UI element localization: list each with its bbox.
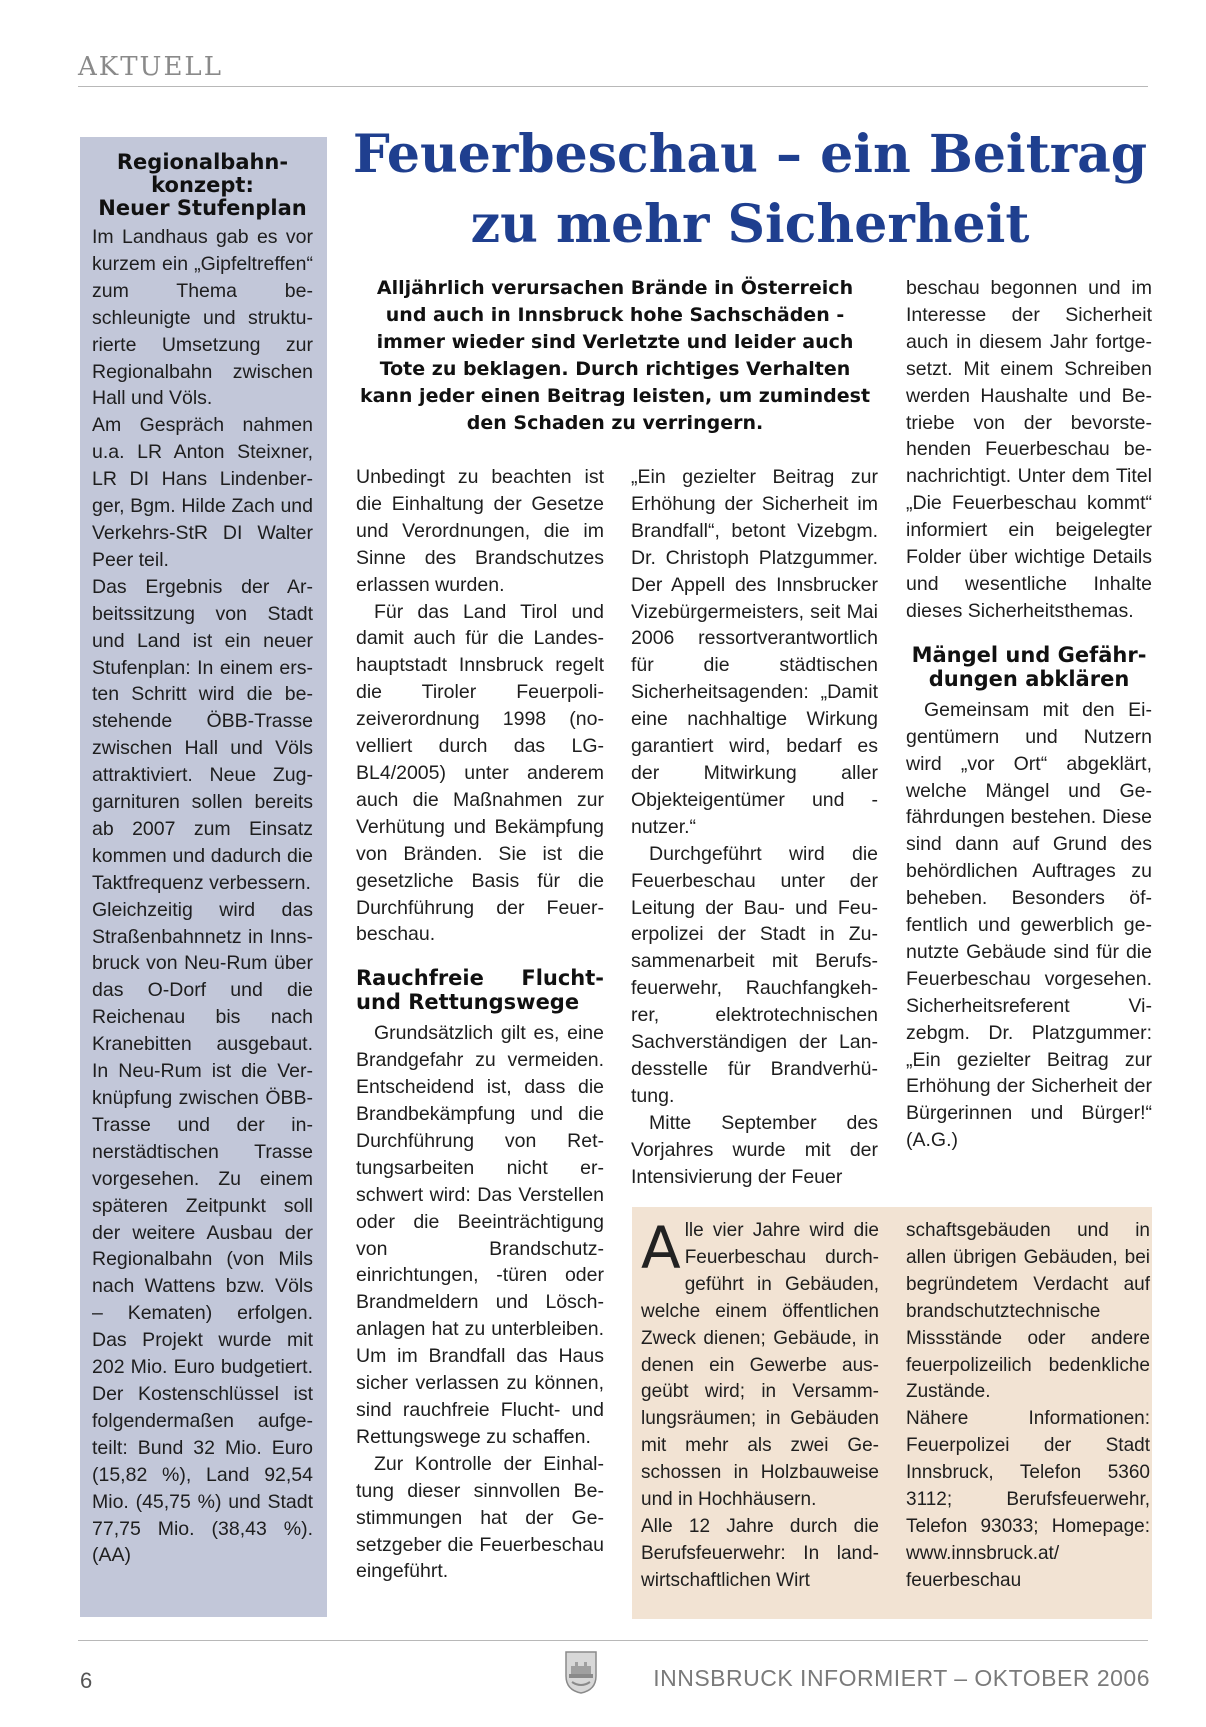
article-paragraph: Grundsätzlich gilt es, eine Brandgefahr zu vermeiden. Entscheidend ist, dass die Brandbekämpfung und die Durchführung von Rettungsarbeiten nicht erschwert wird: Das Verstellen oder die Beeinträchtigung von Brandschutzeinrichtungen, -türen oder Brandmeldern und Löschanlagen hat zu unterbleiben. Um im Brandfall das Haus sicher verlassen zu können, sind rauchfreie Flucht- und Rettungswege zu schaffen. xyxy=(356,1022,604,1448)
article-paragraph: Durchgeführt wird die Feuerbeschau unter der Leitung der Bau- und Feuerpolizei der Stadt in Zusammenarbeit mit Berufsfeuerwehr, Rauchfangkehrer, elektrotechnischen Sachverständigen der Landesstelle für Brandverhütung. xyxy=(631,842,878,1107)
info-paragraph: lle vier Jahre wird die Feuerbeschau durchgeführt in Gebäuden, welche einem öffentlichen Zweck dienen; Gebäude, in denen ein Gewerbe ausgeübt wird; in Versammlungsräumen; in Gebäuden mit mehr als zwei Geschossen in Holzbauweise und in Hochhäusern. xyxy=(641,1220,879,1511)
page-number: 6 xyxy=(80,1668,93,1693)
top-rule xyxy=(78,86,1148,87)
article-lead: Alljährlich verursachen Brände in Österreich und auch in Innsbruck hohe Sachschäden - immer wieder sind Verletzte und leider auch Tote zu beklagen. Durch richtiges Verhalten kann jeder einen Beitrag leisten, um zumindest den Schaden zu verringern. xyxy=(359,277,871,434)
sidebar-title: Regionalbahn- konzept: Neuer Stufenplan xyxy=(98,150,307,220)
article-paragraph: Mitte September des Vorjahres wurde mit der Intensivierung der Feuer xyxy=(631,1111,878,1188)
sidebar-paragraph: Das Ergebnis der Arbeitssitzung von Stadt und Land ist ein neuer Stufenplan: In einem ersten Schritt wird die bestehende ÖBB-Trasse zwischen Hall und Völs attraktiviert. Neue Zuggarnituren sollen bereits ab 2007 zum Einsatz kommen und dadurch die Taktfrequenz verbessern. xyxy=(92,575,313,894)
sidebar-box xyxy=(80,137,327,1617)
article-paragraph: beschau begonnen und im Interesse der Sicherheit auch in diesem Jahr fortgesetzt. Mit einem Schreiben werden Haushalte und Betriebe von der bevorstehenden Feuerbeschau benachrichtigt. Unter dem Titel „Die Feuerbeschau kommt“ informiert ein beigelegter Folder über wichtige Details und wesentliche Inhalte dieses Sicherheitsthemas. xyxy=(906,277,1152,622)
article-column-1 xyxy=(356,464,604,1585)
article-paragraph: Für das Land Tirol und damit auch für die Landeshauptstadt Innsbruck regelt die Tiroler Feuerpolizeiverordnung 1998 (novelliert durch das LGBL4/2005) unter anderem auch die Maßnahmen zur Verhütung und Bekämpfung von Bränden. Sie ist die gesetzliche Basis für die Durchführung der Feuerbeschau. xyxy=(356,600,604,946)
sidebar-paragraph: Am Gespräch nahmen u.a. LR Anton Steixner, LR DI Hans Lindenberger, Bgm. Hilde Zach und Verkehrs-StR DI Walter Peer teil. xyxy=(92,414,313,571)
article-paragraph: Unbedingt zu beachten ist die Einhaltung der Gesetze und Verordnungen, die im Sinne des Brandschutzes erlassen wurden. xyxy=(356,466,604,596)
article-paragraph: Gemeinsam mit den Eigentümern und Nutzern wird „vor Ort“ abgeklärt, welche Mängel und Gefährdungen bestehen. Diese sind dann auf Grund des behördlichen Auftrages zu beheben. Besonders öffentlich und gewerblich genutzte Gebäude sind für die Feuerbeschau vorgesehen. Sicherheitsreferent Vizebgm. Dr. Platzgummer: „Ein gezielter Beitrag zur Erhöhung der Sicherheit der Bürgerinnen und Bürger!“ (A.G.) xyxy=(906,698,1152,1152)
article-paragraph: Zur Kontrolle der Einhaltung dieser sinnvollen Bestimmungen hat der Gesetzgeber die Feuerbeschau eingeführt. xyxy=(356,1452,604,1583)
article-headline: Feuerbeschau – ein Beitrag zu mehr Sicherheit xyxy=(352,124,1148,255)
article-column-2 xyxy=(631,464,878,1190)
innsbruck-coat-of-arms-icon xyxy=(564,1650,598,1694)
info-paragraph: Alle 12 Jahre durch die Berufsfeuerwehr: In landwirtschaftlichen Wirt xyxy=(641,1515,879,1591)
section-label: AKTUELL xyxy=(78,52,223,82)
sidebar-paragraph: Gleichzeitig wird das Straßenbahnnetz in Innsbruck von Neu-Rum über das O-Dorf und die Reichenau bis nach Kranebitten ausgebaut. In Neu-Rum ist die Verknüpfung zwischen ÖBB-Trasse und der innerstädtischen Trasse vorgesehen. Zu einem späteren Zeitpunkt soll der weitere Ausbau der Regionalbahn (von Mils nach Wattens bzw. Völs – Kematen) erfolgen. Das Projekt wurde mit 202 Mio. Euro budgetiert. Der Kostenschlüssel ist folgendermaßen aufgeteilt: Bund 32 Mio. Euro (15,82 %), Land 92,54 Mio. (45,75 %) und Stadt 77,75 Mio. (38,43 %). (AA) xyxy=(92,898,313,1567)
info-box-right-column xyxy=(906,1218,1150,1595)
info-box-left-column xyxy=(641,1214,879,1595)
drop-cap: A xyxy=(641,1214,681,1282)
sidebar-paragraph: Im Landhaus gab es vor kurzem ein „Gipfeltreffen“ zum Thema beschleunigte und strukturierte Umsetzung zur Regionalbahn zwischen Hall und Völs. xyxy=(92,226,313,410)
info-paragraph: Nähere Informationen: Feuerpolizei der Stadt Innsbruck, Telefon 5360 3112; Berufsfeuerwehr, Telefon 93033; Homepage: www.innsbruck.at/ feuerbeschau xyxy=(906,1408,1150,1591)
info-paragraph: schaftsgebäuden und in allen übrigen Gebäuden, bei begründetem Verdacht auf brandschutztechnische Missstände oder andere feuerpolizeilich bedenkliche Zustände. xyxy=(906,1220,1150,1403)
bottom-rule xyxy=(78,1640,1148,1641)
subheading-rauchfreie-fluchtwege: Rauchfreie Flucht- und Rettungswege xyxy=(356,966,604,1015)
publication-title: INNSBRUCK INFORMIERT – OKTOBER 2006 xyxy=(653,1665,1150,1691)
article-paragraph: „Ein gezielter Beitrag zur Erhöhung der Sicherheit im Brandfall“, betont Vizebgm. Dr. Christoph Platzgummer. Der Appell des Innsbrucker Vizebürgermeisters, seit Mai 2006 ressortverantwortlich für die städtischen Sicherheitsagenden: „Damit eine nachhaltige Wirkung garantiert wird, bedarf es der Mitwirkung aller Objekteigentümer und -nutzer.“ xyxy=(631,466,878,838)
article-column-3 xyxy=(906,275,1152,1154)
subheading-maengel: Mängel und Gefährdungen abklären xyxy=(911,642,1147,691)
